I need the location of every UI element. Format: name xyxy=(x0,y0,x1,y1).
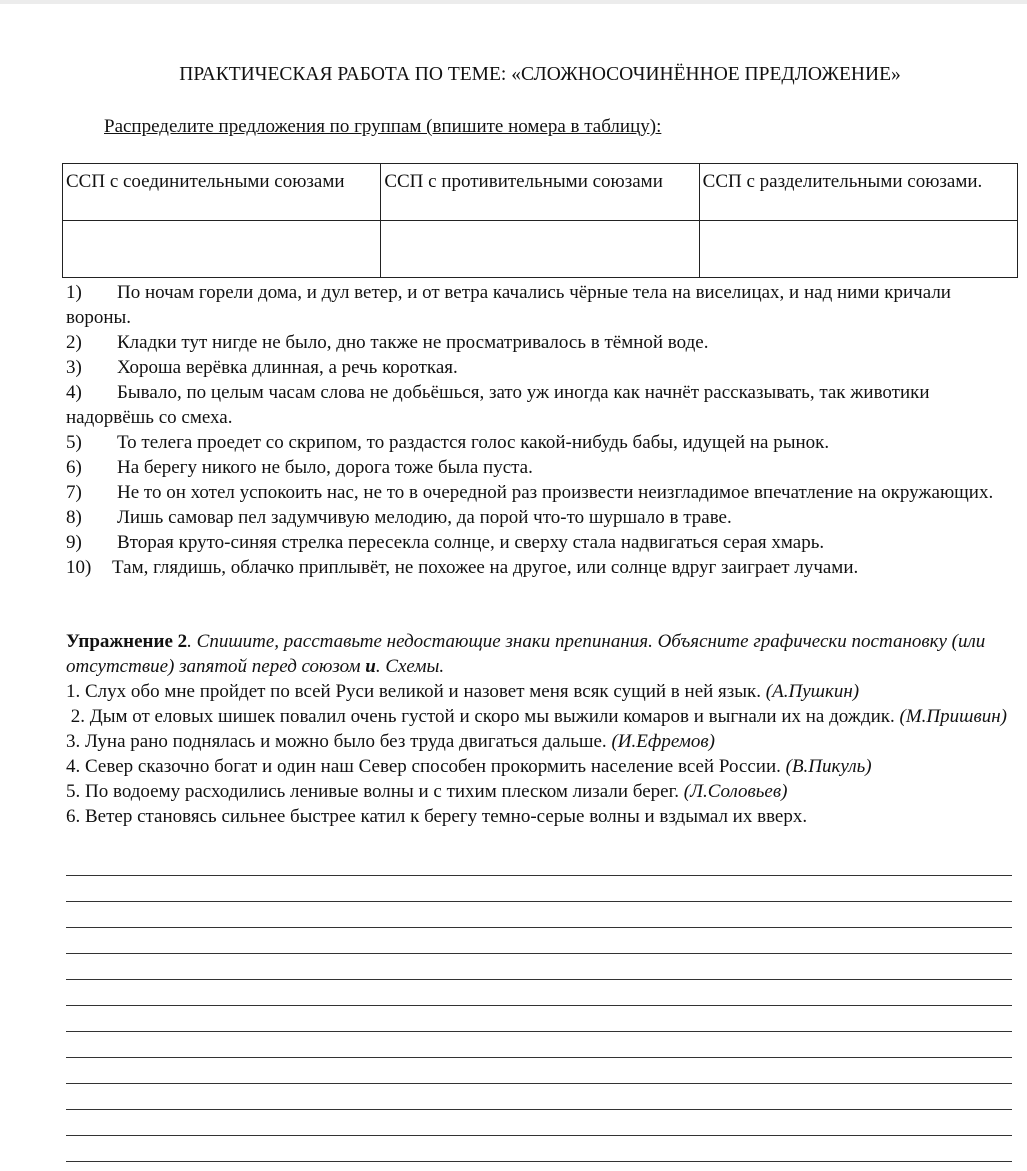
writing-line[interactable] xyxy=(66,902,1012,928)
exercise-sentence: 1. Слух обо мне пройдет по всей Руси великой и назовет меня всяк сущий в ней язык. xyxy=(66,681,766,702)
exercise-item xyxy=(66,804,1014,829)
sentence-item xyxy=(66,280,1016,330)
exercise-sentence: 6. Ветер становясь сильнее быстрее катил к берегу темно-серые волны и вздымал их вверх. xyxy=(66,806,808,827)
sentence-item xyxy=(66,555,1016,580)
task-conjunction: и xyxy=(365,656,376,677)
writing-line[interactable] xyxy=(66,1058,1012,1084)
answer-cell-coordinating[interactable] xyxy=(63,221,381,278)
exercise-item xyxy=(66,779,1014,804)
sentence-item xyxy=(66,480,1016,505)
exercise-item xyxy=(66,679,1014,704)
sentence-list xyxy=(66,280,1016,580)
sentence-number: 9) xyxy=(66,532,82,553)
exercise-sentence: 3. Луна рано поднялась и можно было без труда двигаться дальше. xyxy=(66,731,612,752)
task-text: . Спишите, расставьте недостающие знаки препинания. Объясните графически постановку (или отсутствие) запятой перед союзом xyxy=(66,631,986,677)
header-disjunctive: ССП с разделительными союзами. xyxy=(699,164,1017,221)
answer-cell-disjunctive[interactable] xyxy=(699,221,1017,278)
sentence-number: 7) xyxy=(66,482,82,503)
sentence-item xyxy=(66,430,1016,455)
sentence-text: Кладки тут нигде не было, дно также не просматривалось в тёмной воде. xyxy=(117,332,709,353)
sentence-text: Вторая круто-синяя стрелка пересекла солнце, и сверху стала надвигаться серая хмарь. xyxy=(117,532,825,553)
sentence-item xyxy=(66,330,1016,355)
writing-line[interactable] xyxy=(66,980,1012,1006)
header-coordinating: ССП с соединительными союзами xyxy=(63,164,381,221)
sentence-text: По ночам горели дома, и дул ветер, и от ветра качались чёрные тела на виселицах, и над ними кричали вороны. xyxy=(66,282,951,328)
sentence-item xyxy=(66,505,1016,530)
exercise-author: (М.Пришвин) xyxy=(899,706,1007,727)
writing-line[interactable] xyxy=(66,1006,1012,1032)
sentence-number: 6) xyxy=(66,457,82,478)
writing-line[interactable] xyxy=(66,928,1012,954)
exercise-2 xyxy=(66,629,1014,829)
writing-line[interactable] xyxy=(66,954,1012,980)
writing-line[interactable] xyxy=(66,1032,1012,1058)
exercise-author: (А.Пушкин) xyxy=(765,681,860,702)
exercise-author: (И.Ефремов) xyxy=(611,731,715,752)
sentence-item xyxy=(66,355,1016,380)
task-text-end: . Схемы. xyxy=(375,656,445,677)
writing-line[interactable] xyxy=(66,876,1012,902)
instruction: Распределите предложения по группам (впишите номера в таблицу): xyxy=(104,116,662,137)
exercise-item xyxy=(66,754,1014,779)
sentence-item xyxy=(66,380,1016,430)
answer-cell-adversative[interactable] xyxy=(381,221,699,278)
page-title: ПРАКТИЧЕСКАЯ РАБОТА ПО ТЕМЕ: «СЛОЖНОСОЧИНЁННОЕ ПРЕДЛОЖЕНИЕ» xyxy=(179,64,901,85)
sentence-text: На берегу никого не было, дорога тоже была пуста. xyxy=(117,457,533,478)
sentence-text: То телега проедет со скрипом, то раздастся голос какой-нибудь бабы, идущей на рынок. xyxy=(117,432,830,453)
exercise-sentence: 4. Север сказочно богат и один наш Север способен прокормить население всей России. xyxy=(66,756,786,777)
header-adversative: ССП с противительными союзами xyxy=(381,164,699,221)
sentence-text: Не то он хотел успокоить нас, не то в очередной раз произвести неизгладимое впечатление на окружающих. xyxy=(117,482,994,503)
sentence-number: 1) xyxy=(66,282,82,303)
sentence-text: Там, глядишь, облачко приплывёт, не похожее на другое, или солнце вдруг заиграет лучами. xyxy=(112,557,859,578)
writing-line[interactable] xyxy=(66,850,1012,876)
sentence-text: Бывало, по целым часам слова не добьёшься, зато уж иногда как начнёт рассказывать, так животики надорвёшь со смеха. xyxy=(66,382,930,428)
sentence-number: 3) xyxy=(66,357,82,378)
exercise-2-label: Упражнение 2 xyxy=(66,631,188,652)
sentence-number: 10) xyxy=(66,557,92,578)
writing-line[interactable] xyxy=(66,1084,1012,1110)
sentence-number: 5) xyxy=(66,432,82,453)
viewer-top-bar xyxy=(0,0,1027,4)
sentence-number: 8) xyxy=(66,507,82,528)
exercise-author: (В.Пикуль) xyxy=(785,756,872,777)
exercise-author: (Л.Соловьев) xyxy=(683,781,788,802)
writing-line[interactable] xyxy=(66,1110,1012,1136)
answer-table xyxy=(62,163,1018,278)
writing-line[interactable] xyxy=(66,1136,1012,1162)
sentence-number: 4) xyxy=(66,382,82,403)
exercise-2-task xyxy=(66,629,1014,679)
sentence-item xyxy=(66,455,1016,480)
exercise-item xyxy=(66,729,1014,754)
exercise-item xyxy=(66,704,1014,729)
sentence-item xyxy=(66,530,1016,555)
exercise-sentence: 2. Дым от еловых шишек повалил очень густой и скоро мы выжили комаров и выгнали их на дождик. xyxy=(66,706,900,727)
sentence-text: Хороша верёвка длинная, а речь короткая. xyxy=(117,357,458,378)
sentence-text: Лишь самовар пел задумчивую мелодию, да порой что-то шуршало в траве. xyxy=(117,507,732,528)
exercise-sentence: 5. По водоему расходились ленивые волны и с тихим плеском лизали берег. xyxy=(66,781,684,802)
writing-lines xyxy=(66,850,1012,1162)
sentence-number: 2) xyxy=(66,332,82,353)
